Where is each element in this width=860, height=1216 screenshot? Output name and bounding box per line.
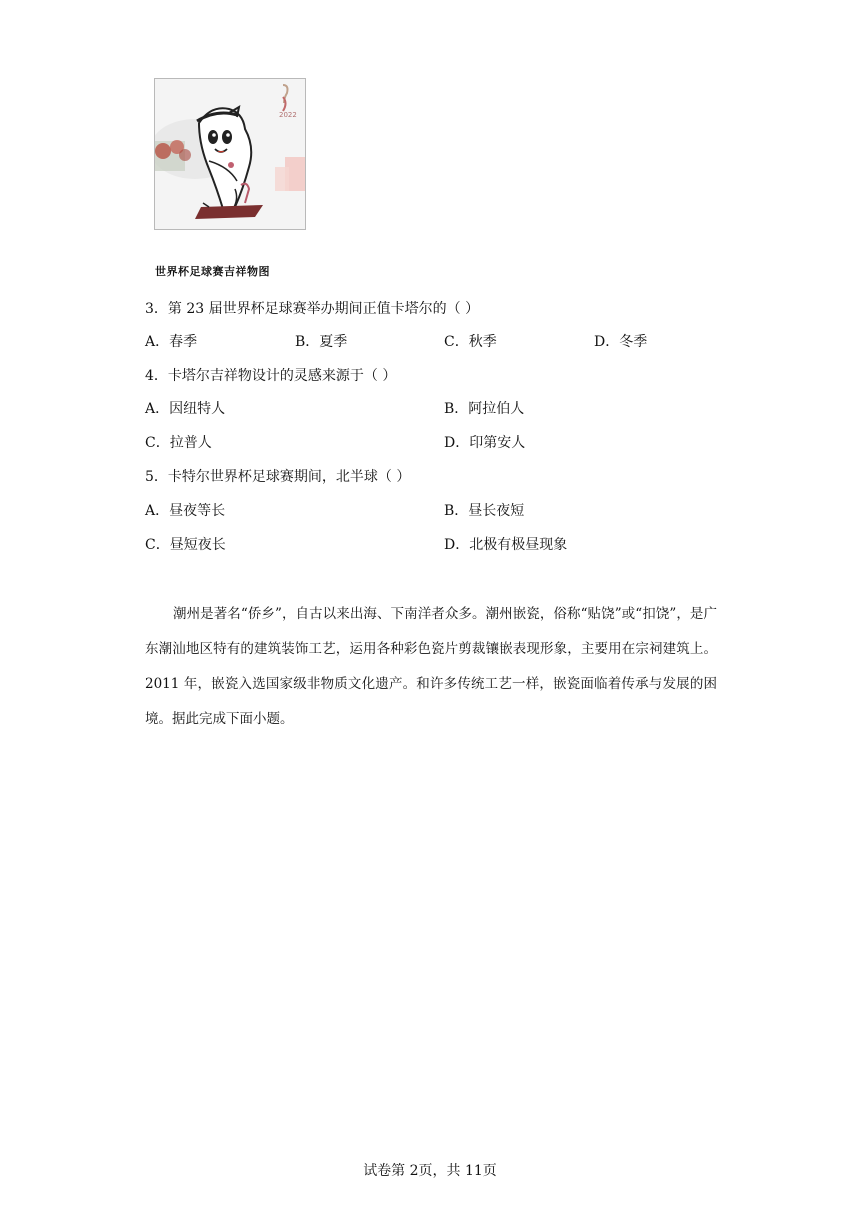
mascot-year-text: 2022 [279,111,297,119]
q3-option-c: C．秋季 [444,334,497,350]
reading-passage: 潮州是著名“侨乡”，自古以来出海、下南洋者众多。潮州嵌瓷，俗称“贴饶”或“扣饶”，是广东潮汕地区特有的建筑装饰工艺，运用各种彩色瓷片剪裁镶嵌表现形象，主要用在宗祠建筑上。2011 年，嵌瓷入选国家级非物质文化遗产。和许多传统工艺一样，嵌瓷面临着传承与发展的困境。据此完成下面小题。 [145,606,717,727]
q3-option-b: B．夏季 [295,334,348,350]
figure-caption: 世界杯足球赛吉祥物图 [155,265,270,278]
q4-option-a: A．因纽特人 [145,401,226,417]
q4-option-b: B．阿拉伯人 [444,401,525,417]
mascot-illustration [155,79,305,229]
q5-option-c: C．昼短夜长 [145,537,226,553]
q4-option-c: C．拉普人 [145,435,212,451]
q4-option-d: D．印第安人 [444,435,526,451]
question-5-stem: 5．卡特尔世界杯足球赛期间，北半球（ ） [145,469,411,485]
q5-option-d: D．北极有极昼现象 [444,537,568,553]
question-3-stem: 3．第 23 届世界杯足球赛举办期间正值卡塔尔的（ ） [145,301,480,317]
q5-option-b: B．昼长夜短 [444,503,525,519]
mascot-image [154,78,306,230]
q3-option-a: A．春季 [145,334,198,350]
q3-option-d: D．冬季 [594,334,648,350]
question-4-stem: 4．卡塔尔吉祥物设计的灵感来源于（ ） [145,368,397,384]
q5-option-a: A．昼夜等长 [145,503,226,519]
page-footer: 试卷第 2页，共 11页 [363,1163,497,1179]
